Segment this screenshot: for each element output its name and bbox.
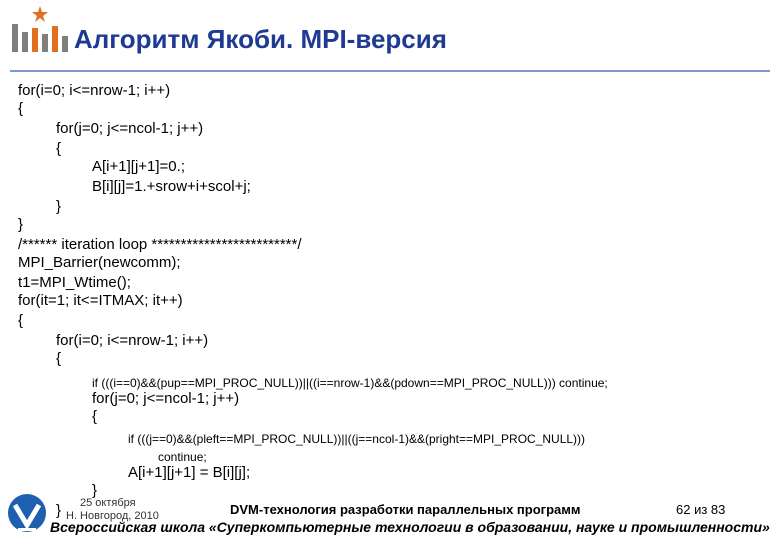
footer-city: Н. Новгород, 2010 [66, 510, 159, 522]
school-logo [6, 490, 48, 536]
footer-date: 25 октября [80, 497, 136, 509]
code-line: } [18, 216, 24, 233]
code-line: { [56, 350, 62, 367]
code-line: A[i+1][j+1]=0.; [92, 158, 185, 175]
code-line: for(j=0; j<=ncol-1; j++) [92, 390, 240, 407]
code-line: if (((j==0)&&(pleft==MPI_PROC_NULL))||((j==ncol-1)&&(pright==MPI_PROC_NULL))) [128, 432, 586, 446]
page-number: 62 из 83 [676, 502, 726, 517]
university-logo [10, 4, 70, 54]
code-line: /****** iteration loop *************************/ [18, 236, 302, 253]
slide-title: Алгоритм Якоби. MPI-версия [74, 24, 447, 54]
code-line: } [56, 198, 62, 215]
code-line: for(it=1; it<=ITMAX; it++) [18, 292, 183, 309]
code-line: for(i=0; i<=nrow-1; i++) [56, 332, 209, 349]
code-line: } [92, 482, 98, 499]
code-line: B[i][j]=1.+srow+i+scol+j; [92, 178, 251, 195]
code-line: MPI_Barrier(newcomm); [18, 254, 181, 271]
code-line: t1=MPI_Wtime(); [18, 274, 131, 291]
code-line: { [56, 140, 62, 157]
code-line: { [18, 312, 24, 329]
code-line: { [92, 408, 98, 425]
logo-star-icon [32, 6, 48, 22]
footer-course-title: DVM-технология разработки параллельных программ [230, 502, 581, 517]
code-line: continue; [158, 450, 207, 464]
code-line: { [18, 100, 24, 117]
title-divider [10, 70, 770, 72]
code-line: for(j=0; j<=ncol-1; j++) [56, 120, 204, 137]
code-line: A[i+1][j+1] = B[i][j]; [128, 464, 251, 481]
code-line: } [56, 502, 62, 519]
code-line: for(i=0; i<=nrow-1; i++) [18, 82, 171, 99]
code-line: if (((i==0)&&(pup==MPI_PROC_NULL))||((i==nrow-1)&&(pdown==MPI_PROC_NULL))) continue; [92, 376, 608, 390]
footer-school-name: Всероссийская школа «Суперкомпьютерные технологии в образовании, науке и промышленности» [50, 519, 770, 535]
